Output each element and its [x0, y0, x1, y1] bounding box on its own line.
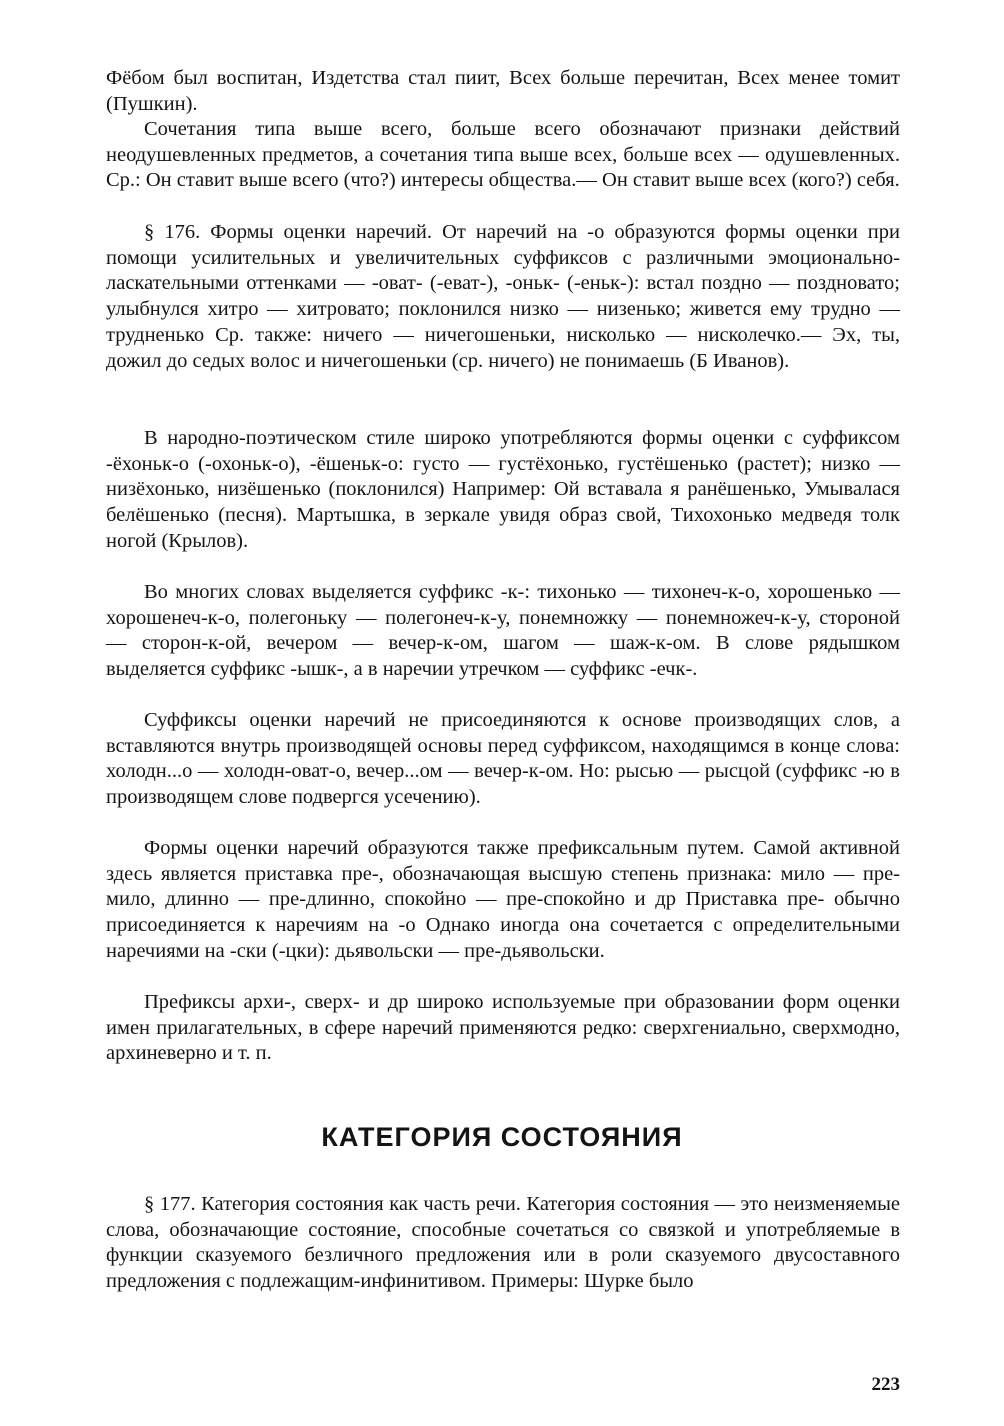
paragraph-prefix-pre: Формы оценки наречий образуются также префиксальным путем. Самой активной здесь является приставка пре-, обозначающая высшую степень признака: мило — пре-мило, длинно — пре-длинно, спокойно — пре-спокойно и др Приставка пре- обычно присоединяется к наречиям на -о Однако иногда она сочетается с определительными наречиями на -ски (-цки): дьявольски — пре-дьявольски.: [106, 837, 900, 962]
paragraph-section-177: § 177. Категория состояния как часть речи. Категория состояния — это неизменяемые слова, обозначающие состояние, способные сочетаться со связкой и употребляемые в функции сказуемого безличного предложения или в роли сказуемого двусоставного предложения с подлежащим-инфинитивом. Примеры: Шурке было: [106, 1193, 900, 1293]
paragraph-suffix-insertion: Суффиксы оценки наречий не присоединяются к основе производящих слов, а вставляются внутрь производящей основы перед суффиксом, находящимся в конце слова: холодн...о — холодн-оват-о, вечер...ом — вечер-к-ом. Но: рысью — рысцой (суффикс -ю в производящем слове подвергся усечению).: [106, 709, 900, 809]
paragraph-folk-poetic-style: В народно-поэтическом стиле широко употребляются формы оценки с суффиксом -ёхоньк-о (-охоньк-о), -ёшеньк-о: густо — густёхонько, густёшенько (растет); низко — низёхонько, низёшенько (поклонился) Например: Ой вставала я ранёшенько, Умывалася белёшенько (песня). Мартышка, в зеркале увидя образ свой, Тихохонько медведя толк ногой (Крылов).: [106, 427, 900, 552]
paragraph-section-176: § 176. Формы оценки наречий. От наречий на -о образуются формы оценки при помощи усилительных и увеличительных суффиксов с различными эмоционально-ласкательными оттенками — -оват- (-еват-), -оньк- (-еньк-): встал поздно — поздновато; улыбнулся хитро — хитровато; поклонился низко — низенько; живется ему трудно — трудненько Ср. также: ничего — ничегошеньки, нисколько — нисколечко.— Эх, ты, дожил до седых волос и ничегошеньки (ср. ничего) не понимаешь (Б Иванов).: [106, 221, 900, 372]
paragraph-vyshe-vsego: Сочетания типа выше всего, больше всего обозначают признаки действий неодушевленных предметов, а сочетания типа выше всех, больше всех — одушевленных. Ср.: Он ставит выше всего (что?) интересы общества.— Он ставит выше всех (кого?) себя.: [106, 118, 900, 192]
page-number: 223: [871, 1374, 900, 1395]
paragraph-suffix-k: Во многих словах выделяется суффикс -к-: тихонько — тихонеч-к-о, хорошенько — хорошенеч-к-о, полегоньку — полегонеч-к-у, понемножку — понемножеч-к-у, стороной — сторон-к-ой, вечером — вечер-к-ом, шагом — шаж-к-ом. В слове рядышком выделяется суффикс -ышк-, а в наречии утречком — суффикс -ечк-.: [106, 581, 900, 681]
paragraph-prefixes-arkhi: Префиксы архи-, сверх- и др широко используемые при образовании форм оценки имен прилагательных, в сфере наречий применяются редко: сверхгениально, сверхмодно, архиневерно и т. п.: [106, 991, 900, 1065]
section-heading: КАТЕГОРИЯ СОСТОЯНИЯ: [321, 1122, 683, 1152]
paragraph-pushkin-quote: Фёбом был воспитан, Издетства стал пиит, Всех больше перечитан, Всех менее томит (Пушкин).: [106, 67, 900, 115]
